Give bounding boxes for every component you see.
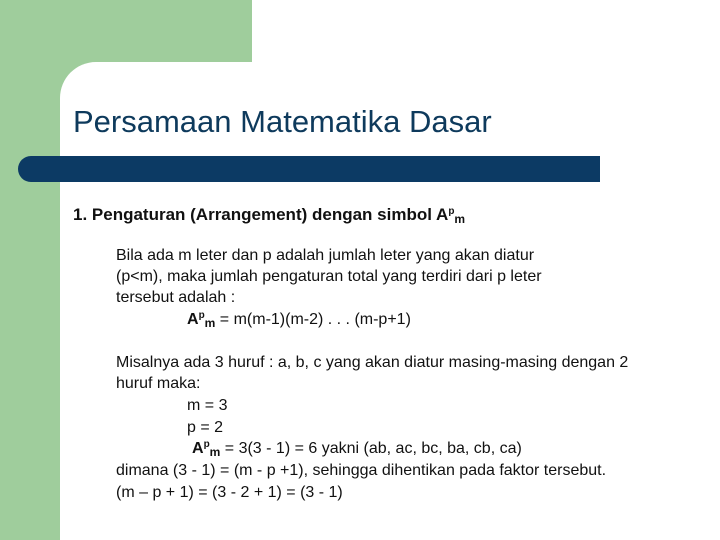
paragraph1-line2: (p<m), maka jumlah pengaturan total yang terdiri dari p leter bbox=[116, 268, 542, 285]
formula2-sup: p bbox=[203, 439, 210, 450]
paragraph1-line1: Bila ada m leter dan p adalah jumlah leter yang akan diatur bbox=[116, 247, 535, 264]
heading-sub: m bbox=[454, 212, 466, 226]
paragraph2-line2: huruf maka: bbox=[116, 375, 201, 392]
formula1-sub: m bbox=[204, 316, 216, 330]
heading-text: 1. Pengaturan (Arrangement) dengan simbol A bbox=[73, 205, 449, 224]
slide-title: Persamaan Matematika Dasar bbox=[73, 104, 492, 139]
final-line: (m – p + 1) = (3 - 2 + 1) = (3 - 1) bbox=[116, 484, 343, 501]
formula1-rhs: = m(m-1)(m-2) . . . (m-p+1) bbox=[215, 311, 411, 328]
formula1-symbol: A bbox=[187, 311, 199, 328]
formula-example bbox=[192, 439, 522, 459]
formula-arrangement bbox=[187, 310, 411, 330]
dimana-line: dimana (3 - 1) = (m - p +1), sehingga dihentikan pada faktor tersebut. bbox=[116, 462, 607, 479]
decor-green-left bbox=[0, 0, 60, 540]
m-value-line: m = 3 bbox=[187, 397, 228, 414]
heading-sup: p bbox=[448, 206, 455, 217]
paragraph1-line3: tersebut adalah : bbox=[116, 289, 236, 306]
formula2-sub: m bbox=[209, 445, 221, 459]
formula2-symbol: A bbox=[192, 440, 204, 457]
paragraph2-line1: Misalnya ada 3 huruf : a, b, c yang akan diatur masing-masing dengan 2 bbox=[116, 354, 629, 371]
p-value-line: p = 2 bbox=[187, 419, 224, 436]
formula2-rhs: = 3(3 - 1) = 6 yakni (ab, ac, bc, ba, cb, ca) bbox=[220, 440, 522, 457]
formula1-sup: p bbox=[198, 310, 205, 321]
title-underline-bar bbox=[18, 156, 600, 182]
section-heading bbox=[73, 205, 465, 225]
